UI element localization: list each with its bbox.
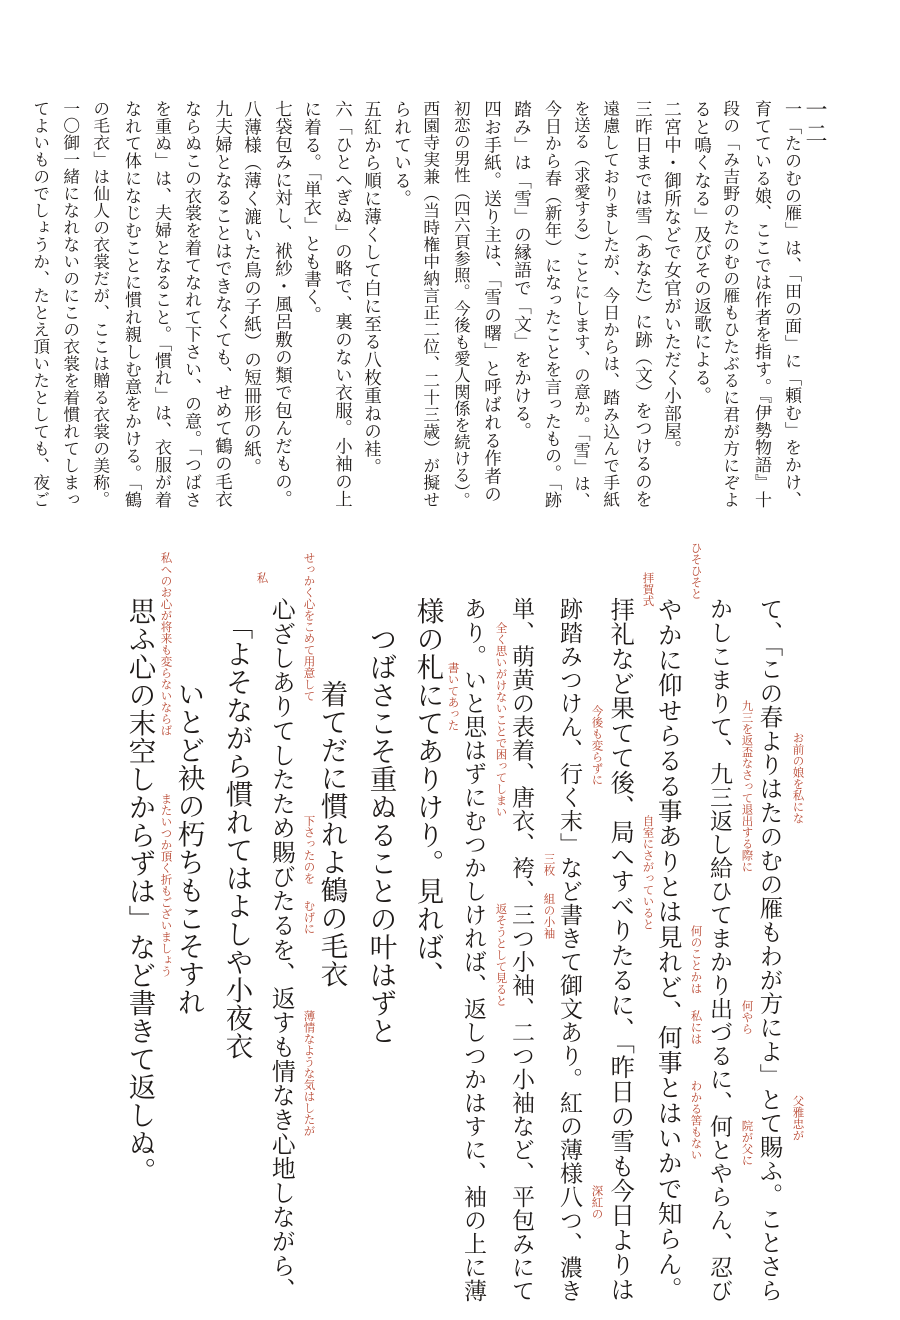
footnote-line: 七袋包みに対し、袱紗・風呂敷の類で包んだもの。: [271, 100, 292, 509]
footnote-line: ならぬこの衣裳を着てなれて下さい、の意。「つばさ: [181, 100, 202, 509]
main-text-column: て、「この春よりはたのむの雁もわが方によ」とて賜ふ。ことさら: [755, 597, 784, 1303]
main-text-column: やかに仰せらるる事ありとは見れど、何事とはいかで知らん。: [654, 597, 684, 1302]
footnote-line: 八薄様（薄く漉いた鳥の子紙）の短冊形の紙。: [241, 100, 262, 476]
footnote-line: を重ぬ」は、夫婦となること。「慣れ」は、衣服が着: [151, 100, 172, 509]
gloss: 今後も変らずに: [590, 705, 605, 786]
footnote-line: に着る。「単衣」とも書く。: [301, 100, 322, 324]
footnote-line: 二宮中・御所などで女官がいただく小部屋。: [661, 100, 682, 458]
gloss: むげに: [302, 900, 317, 935]
footnote-line: られている。: [391, 100, 412, 208]
gloss: 何やら: [740, 1000, 755, 1035]
footnote-line: なれて体になじむことに慣れ親しむ意をかける。「鶴: [121, 100, 142, 509]
footnote-line: 初恋の男性（四六頁参照。今後も愛人関係を続ける）。: [451, 100, 471, 509]
gloss: 薄情なような気はしたが: [302, 1010, 317, 1137]
footnote-line: 今日から春（新年）になったことを言ったもの。「跡: [541, 100, 562, 509]
footnote-line: 六「ひとへぎぬ」の略で、裏のない衣服。小袖の上: [331, 100, 352, 509]
poem-line: つばさこそ重ぬることの叶はずと: [364, 625, 397, 1045]
main-text-column: 単、萌黄の表着、唐衣、袴、三つ小袖、二つ小袖など、平包みにて: [508, 597, 535, 1303]
main-text-column: 思ふ心の末空しからずは」など書きて返しぬ。: [123, 597, 156, 1185]
footnote-line: 踏み」は「雪」の縁語で「文」をかける。: [511, 100, 532, 441]
gloss: 下さったのを: [302, 815, 317, 884]
footnote-line: てよいものでしょうか、たとえ頂いたとしても、夜ご: [30, 100, 51, 508]
gloss: 私には: [689, 1010, 704, 1045]
gloss: 書いてあった: [446, 662, 461, 731]
footnote-line: 四お手紙。送り主は、「雪の曙」と呼ばれる作者の: [481, 100, 502, 503]
gloss: 拝賀式: [641, 572, 656, 607]
gloss: 返そうとして見ると: [494, 903, 509, 1007]
gloss: またいつか頂く折もございましょう: [159, 793, 174, 977]
gloss: 組の小袖: [542, 893, 557, 939]
gloss: 何のことかは: [689, 925, 704, 994]
footnote-line: 一「たのむの雁」は、「田の面」に「頼む」をかけ、: [781, 100, 802, 509]
footnote-line: 育てている娘、ここでは作者を指す。『伊勢物語』十: [751, 100, 772, 509]
footnote-line: 三昨日までは雪（あなた）に跡（文）をつけるのを: [631, 100, 652, 509]
gloss: ひそひそと: [689, 542, 704, 600]
gloss: 深紅の: [590, 1185, 605, 1220]
gloss: わかる筈もない: [689, 1080, 704, 1161]
main-text-column: あり。いと思はずにむつかしければ、返しつかはすに、袖の上に薄: [460, 597, 487, 1303]
footnote-line: 西園寺実兼（当時権中納言正二位、二十三歳）が擬せ: [420, 100, 441, 508]
footnote-line: 遠慮しておりましたが、今日からは、踏み込んで手紙: [600, 100, 621, 508]
gloss: 私: [255, 572, 270, 584]
gloss: お前の娘を私にな: [791, 732, 806, 824]
gloss: 父雅忠が: [791, 1095, 806, 1141]
footnote-line: 五紅から順に薄くして白に至る八枚重ねの袿。: [361, 100, 382, 476]
poem-line: 着てだに慣れよ鶴の毛衣: [315, 680, 348, 988]
main-text-column: 跡踏みつけん、行く末」など書きて御文あり。紅の薄様八つ、濃き: [556, 597, 583, 1303]
gloss: 全く思いがけないことで困ってしまい: [494, 622, 509, 818]
main-text-column: 心ざしありてしたため賜びたるを、返すも情なき心地しながら、: [267, 597, 296, 1302]
footnote-line: 一〇御一緒になれないのにこの衣裳を着慣れてしまっ: [60, 100, 81, 508]
gloss: せっかく心をこめて用意して: [302, 552, 317, 702]
poem-line: いとど袂の朽ちもこそすれ: [172, 680, 205, 1016]
gloss: 自室にさがっていると: [641, 815, 656, 930]
main-text-column: 拝礼など果てて後、局へすべりたるに、「昨日の雪も今日よりは: [606, 597, 635, 1302]
gloss: 院が父に: [740, 1120, 755, 1166]
footnote-line: 九夫婦となることはできなくても、せめて鶴の毛衣: [211, 100, 232, 509]
gloss: 九三を返盃なさって退出する際に: [740, 700, 755, 873]
main-text-column: かしこまりて、九三返し給ひてまかり出づるに、何とやらん、忍び: [706, 597, 733, 1303]
footnote-line: の毛衣」は仙人の衣裳だが、ここは贈る衣裳の美称。: [90, 100, 111, 508]
gloss: 私へのお心が将来も変らないならば: [159, 552, 174, 736]
footnote-line: ると鳴くなる」及びその返歌による。: [691, 100, 712, 405]
page-number: 一二: [802, 98, 827, 146]
footnote-line: 段の「み吉野のたのむの雁もひたぶるに君が方にぞよ: [720, 100, 741, 508]
main-text-column: 様の札にてありけり。見れば、: [411, 597, 444, 989]
footnote-line: を送る（求愛する）ことにします、の意か。「雪」は、: [571, 100, 591, 509]
poem-line: 「よそながら慣れてはよしや小夜衣: [220, 612, 253, 1060]
gloss: 三枚: [542, 853, 557, 876]
